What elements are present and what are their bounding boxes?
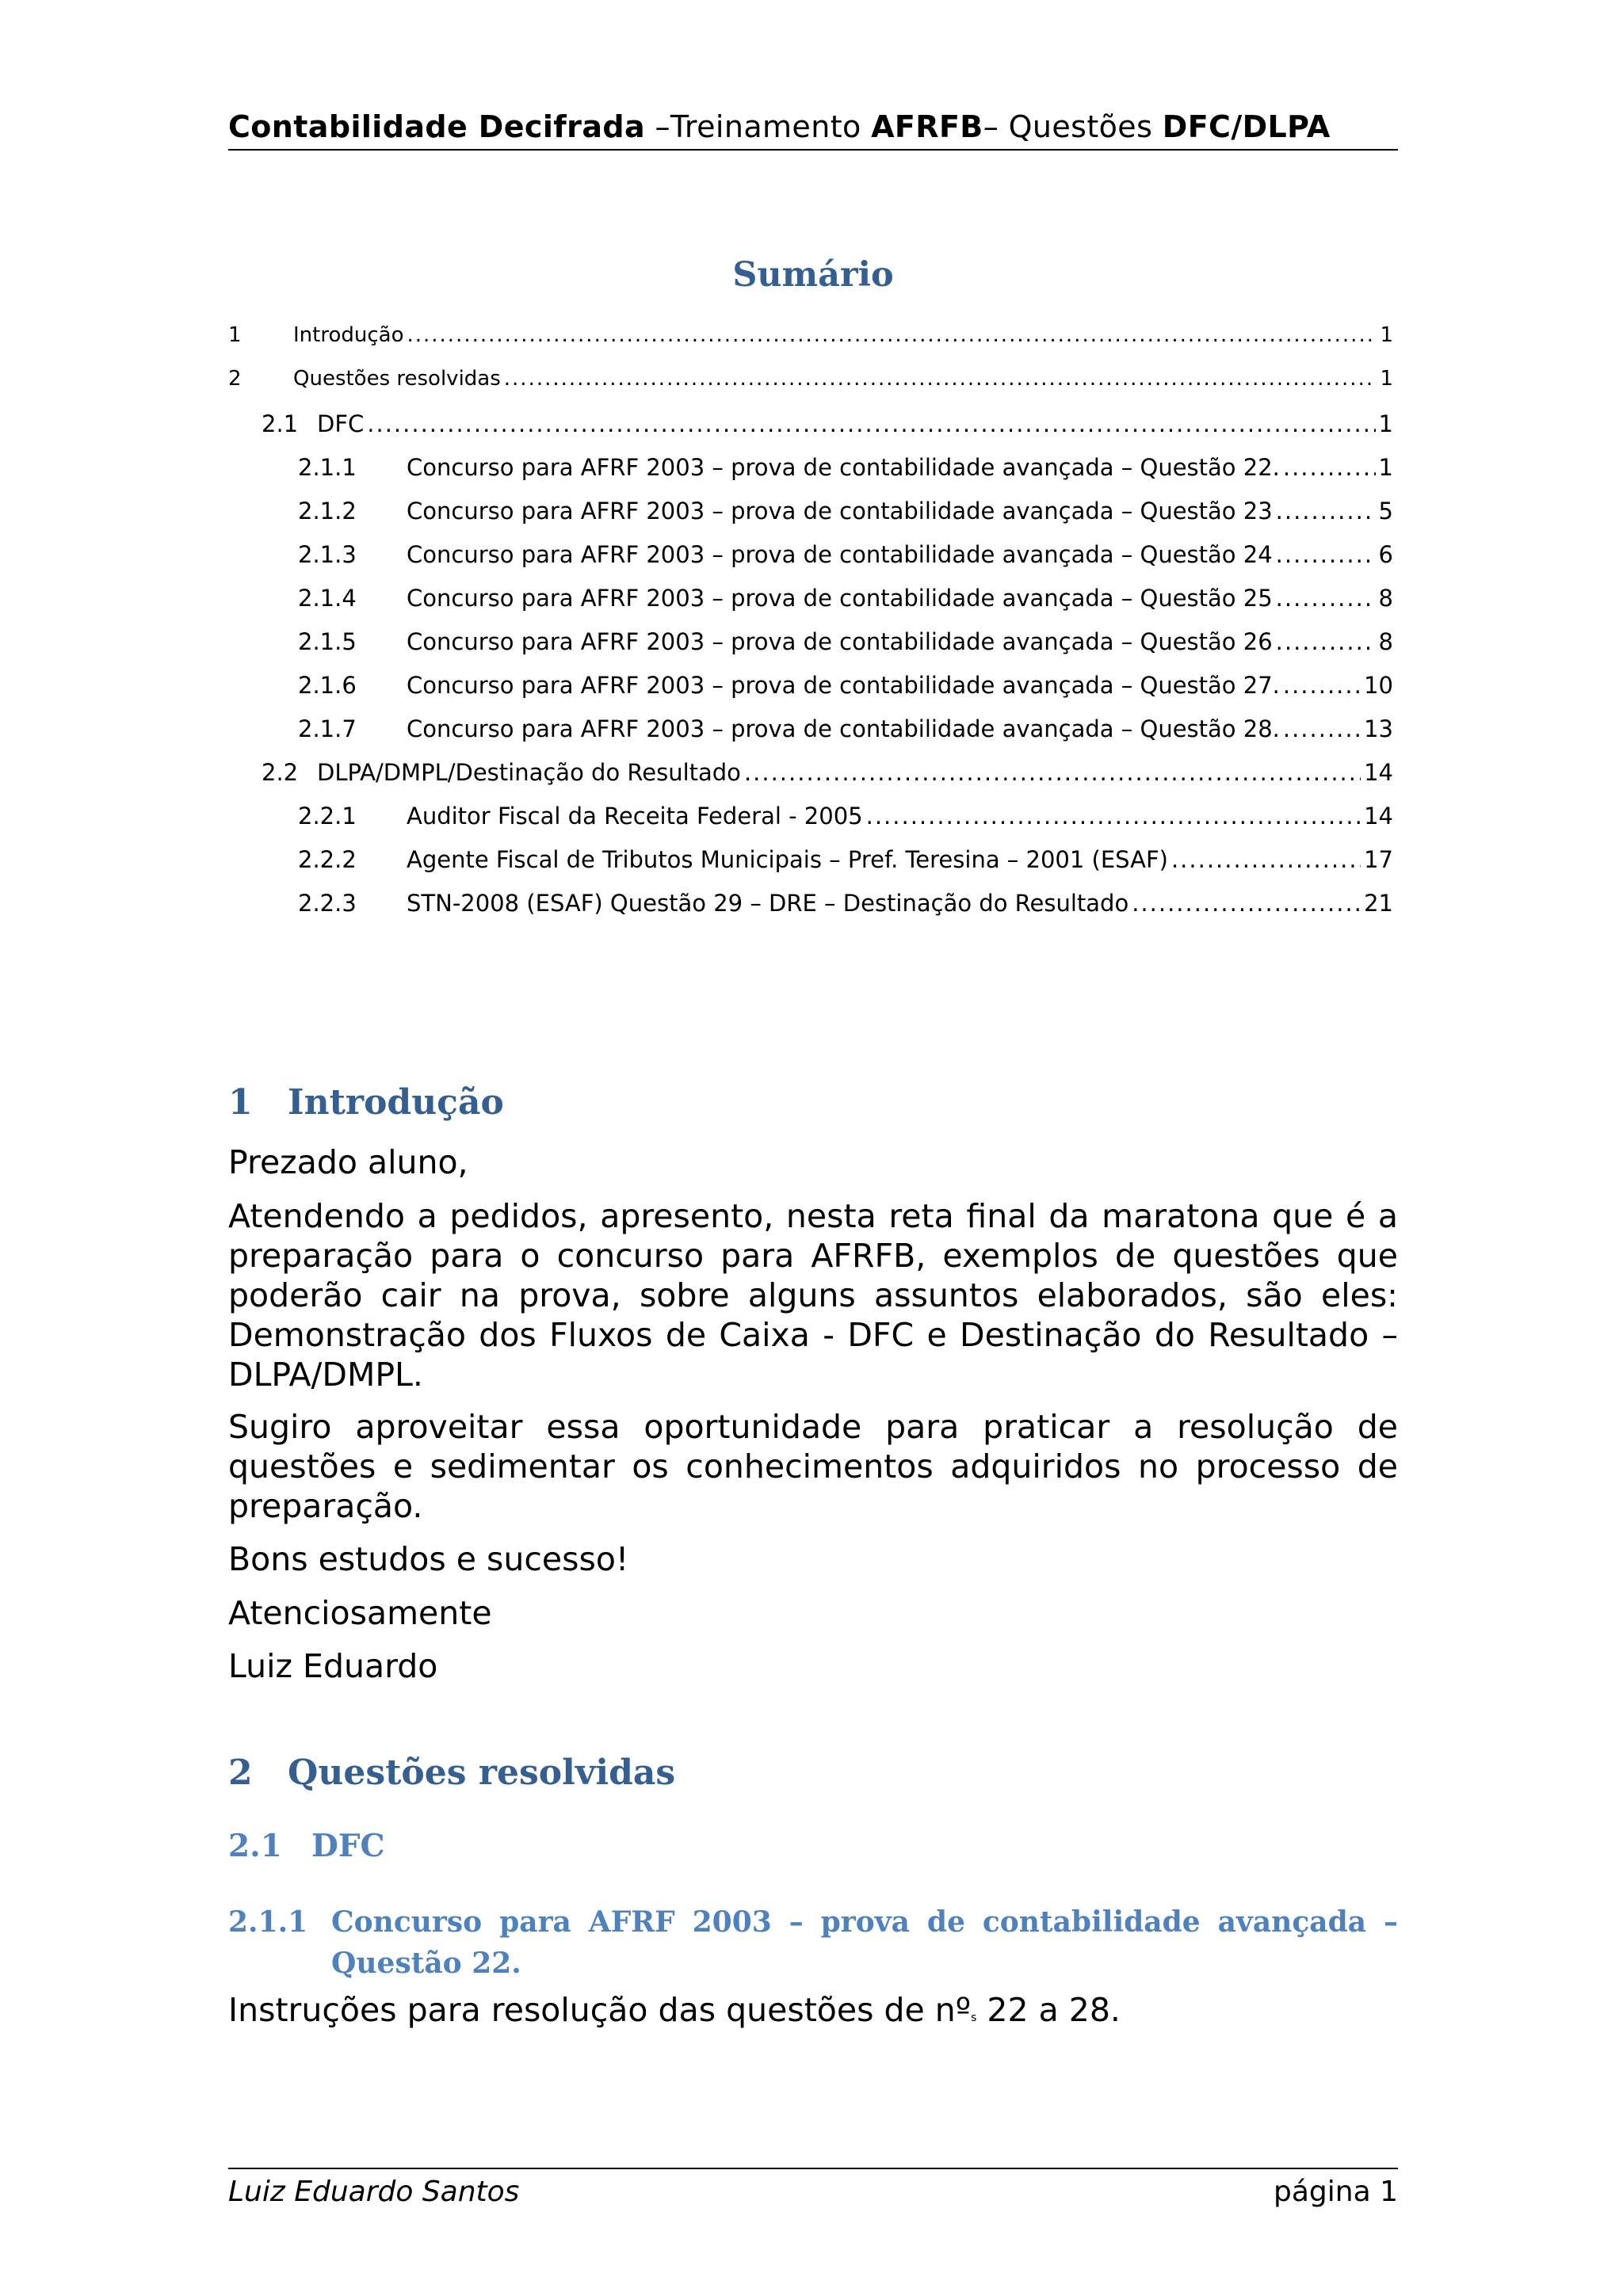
toc-label: Concurso para AFRF 2003 – prova de contabilidade avançada – Questão 22. bbox=[407, 454, 1280, 481]
footer-page-number: página 1 bbox=[1274, 2176, 1398, 2208]
toc-page: 14 bbox=[1364, 759, 1393, 786]
toc-label: Introdução bbox=[293, 323, 404, 347]
toc-page: 1 bbox=[1378, 410, 1393, 437]
header-rule bbox=[228, 149, 1398, 151]
toc-number: 2.1.7 bbox=[298, 715, 357, 742]
toc-page: 14 bbox=[1364, 803, 1393, 830]
toc-label: Concurso para AFRF 2003 – prova de contabilidade avançada – Questão 27. bbox=[407, 672, 1280, 699]
toc-label: Concurso para AFRF 2003 – prova de contabilidade avançada – Questão 23 bbox=[407, 498, 1273, 524]
toc-label: Concurso para AFRF 2003 – prova de contabilidade avançada – Questão 24 bbox=[407, 541, 1273, 568]
toc-entry[interactable] bbox=[228, 759, 1393, 803]
toc-leader bbox=[407, 323, 1377, 347]
toc-number: 2.1.6 bbox=[298, 672, 357, 699]
toc-label: Concurso para AFRF 2003 – prova de contabilidade avançada – Questão 26 bbox=[407, 628, 1273, 655]
paragraph-signature: Luiz Eduardo bbox=[228, 1647, 438, 1685]
toc-label: Auditor Fiscal da Receita Federal - 2005 bbox=[407, 803, 863, 830]
toc-page: 8 bbox=[1378, 585, 1393, 612]
toc-entry[interactable] bbox=[228, 454, 1393, 498]
toc-entry[interactable] bbox=[228, 323, 1393, 367]
toc-label: Agente Fiscal de Tributos Municipais – Pref. Teresina – 2001 (ESAF) bbox=[407, 846, 1168, 873]
paragraph-instructions bbox=[228, 1990, 1398, 2038]
toc-number: 2.1.3 bbox=[298, 541, 357, 568]
subsection-title: DFC bbox=[311, 1828, 385, 1864]
paragraph-greeting: Prezado aluno, bbox=[228, 1143, 468, 1181]
header-text: –Treinamento bbox=[645, 109, 872, 144]
toc-page: 21 bbox=[1364, 890, 1393, 917]
instructions-range: 22 a 28. bbox=[976, 1991, 1121, 2029]
header-exam: AFRFB bbox=[871, 109, 983, 144]
subsection-number: 2.1 bbox=[228, 1828, 282, 1864]
toc-entry[interactable] bbox=[228, 628, 1393, 672]
header-topic: DFC/DLPA bbox=[1162, 109, 1331, 144]
toc-label: STN-2008 (ESAF) Questão 29 – DRE – Destinação do Resultado bbox=[407, 890, 1129, 917]
toc-leader bbox=[1283, 454, 1376, 481]
toc-label: DFC bbox=[317, 410, 365, 437]
toc-leader bbox=[367, 410, 1375, 437]
toc-entry[interactable] bbox=[228, 803, 1393, 846]
toc-leader bbox=[1276, 585, 1376, 612]
toc-number: 2.1.2 bbox=[298, 498, 357, 524]
toc-entry[interactable] bbox=[228, 410, 1393, 454]
subsubsection-heading bbox=[228, 1901, 1398, 1984]
header-book-title: Contabilidade Decifrada bbox=[228, 109, 646, 144]
paragraph-regards: Atenciosamente bbox=[228, 1594, 492, 1632]
toc-page: 17 bbox=[1364, 846, 1393, 873]
toc-page: 10 bbox=[1364, 672, 1393, 699]
toc-page: 8 bbox=[1378, 628, 1393, 655]
toc-leader bbox=[1276, 628, 1376, 655]
section-title: Introdução bbox=[288, 1082, 504, 1123]
header-text-2: – Questões bbox=[983, 109, 1163, 144]
toc-number: 2.1.1 bbox=[298, 454, 357, 481]
footer-rule bbox=[228, 2168, 1398, 2169]
toc-entry[interactable] bbox=[228, 672, 1393, 715]
toc-page: 6 bbox=[1378, 541, 1393, 568]
section-title: Questões resolvidas bbox=[288, 1753, 676, 1793]
toc-page: 13 bbox=[1364, 715, 1393, 742]
section-heading-questions bbox=[228, 1753, 675, 1793]
footer-author: Luiz Eduardo Santos bbox=[228, 2176, 520, 2208]
toc-label: Concurso para AFRF 2003 – prova de contabilidade avançada – Questão 25 bbox=[407, 585, 1273, 612]
instructions-text: Instruções para resolução das questões de nº bbox=[228, 1991, 972, 2029]
toc-number: 2.1 bbox=[262, 410, 299, 437]
toc-entry[interactable] bbox=[228, 715, 1393, 759]
section-number: 2 bbox=[228, 1753, 253, 1793]
toc-entry[interactable] bbox=[228, 367, 1393, 410]
subsubsection-title: Concurso para AFRF 2003 – prova de contabilidade avançada – Questão 22. bbox=[331, 1905, 1398, 1980]
toc-page: 5 bbox=[1378, 498, 1393, 524]
toc-number: 2.1.5 bbox=[298, 628, 357, 655]
toc-leader bbox=[1276, 541, 1376, 568]
toc-number: 2.1.4 bbox=[298, 585, 357, 612]
toc-page: 1 bbox=[1378, 454, 1393, 481]
toc-leader bbox=[504, 367, 1377, 391]
toc-label: Questões resolvidas bbox=[293, 367, 501, 391]
toc-entry[interactable] bbox=[228, 585, 1393, 628]
toc-entry[interactable] bbox=[228, 890, 1393, 933]
toc-leader bbox=[1276, 498, 1376, 524]
toc-title: Sumário bbox=[732, 255, 894, 295]
toc-page: 1 bbox=[1380, 323, 1393, 347]
toc-number: 2.2 bbox=[262, 759, 299, 786]
toc-leader bbox=[1283, 672, 1361, 699]
paragraph-suggestion: Sugiro aproveitar essa oportunidade para praticar a resolução de questões e sedimentar os conhecimentos adquiridos no processo de preparação. bbox=[228, 1408, 1398, 1525]
toc-leader bbox=[744, 759, 1361, 786]
toc-number: 2.2.1 bbox=[298, 803, 357, 830]
toc-number: 2.2.3 bbox=[298, 890, 357, 917]
toc-leader bbox=[1283, 715, 1361, 742]
running-header bbox=[228, 109, 1398, 144]
paragraph-closing: Bons estudos e sucesso! bbox=[228, 1540, 629, 1578]
toc-label: Concurso para AFRF 2003 – prova de contabilidade avançada – Questão 28. bbox=[407, 715, 1280, 742]
table-of-contents bbox=[228, 323, 1393, 933]
toc-leader bbox=[1171, 846, 1361, 873]
toc-leader bbox=[866, 803, 1361, 830]
toc-leader bbox=[1132, 890, 1361, 917]
toc-page: 1 bbox=[1380, 367, 1393, 391]
toc-number: 2.2.2 bbox=[298, 846, 357, 873]
toc-number: 2 bbox=[228, 367, 242, 391]
instructions-subscript: s bbox=[971, 2012, 977, 2024]
section-heading-intro bbox=[228, 1082, 504, 1123]
toc-label: DLPA/DMPL/Destinação do Resultado bbox=[317, 759, 741, 786]
toc-entry[interactable] bbox=[228, 498, 1393, 541]
section-number: 1 bbox=[228, 1082, 253, 1123]
toc-entry[interactable] bbox=[228, 846, 1393, 890]
subsubsection-number: 2.1.1 bbox=[228, 1905, 308, 1939]
toc-number: 1 bbox=[228, 323, 242, 347]
subsection-heading-dfc bbox=[228, 1828, 385, 1864]
toc-entry[interactable] bbox=[228, 541, 1393, 585]
paragraph-intro: Atendendo a pedidos, apresento, nesta reta final da maratona que é a preparação para o concurso para AFRFB, exemplos de questões que poderão cair na prova, sobre alguns assuntos elaborados, são eles: Demonstração dos Fluxos de Caixa - DFC e Destinação do Resultado – DLPA/DMPL. bbox=[228, 1197, 1398, 1394]
